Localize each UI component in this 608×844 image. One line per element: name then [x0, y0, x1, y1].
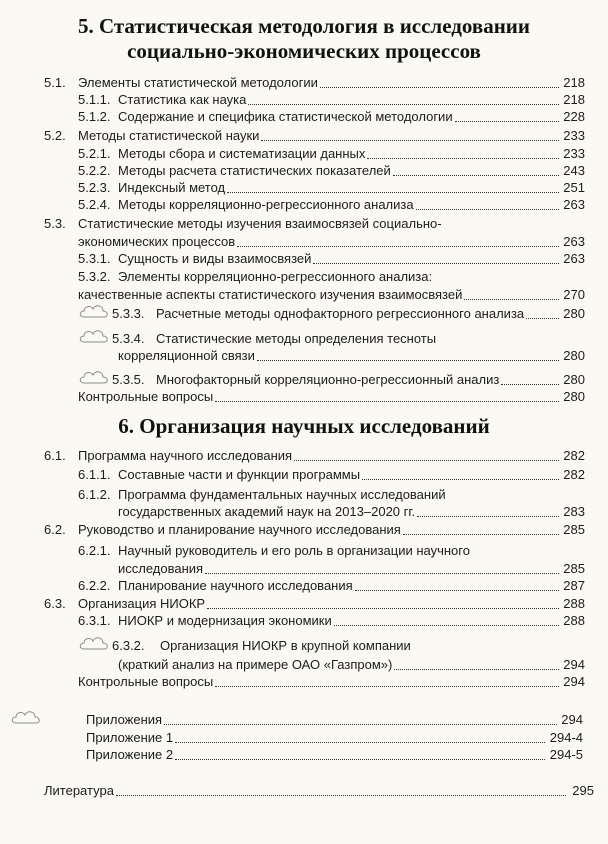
- toc-row[interactable]: [0, 305, 585, 322]
- cloud-icon: [78, 327, 110, 345]
- toc-number: 5.3.4.: [112, 331, 145, 346]
- toc-row[interactable]: [0, 521, 585, 538]
- cloud-icon: [78, 368, 110, 386]
- toc-page-number: 263: [563, 234, 585, 249]
- toc-leader: [355, 573, 559, 591]
- toc-number: 6.3.1.: [78, 613, 111, 628]
- toc-title: Методы корреляционно-регрессионного анализа: [118, 197, 414, 212]
- toc-title: Статистические методы определения тесноты: [156, 331, 437, 346]
- toc-leader: [116, 778, 566, 796]
- toc-number: 5.3.5.: [112, 372, 145, 387]
- toc-row[interactable]: [0, 673, 585, 690]
- toc-leader: [417, 499, 559, 517]
- toc-title: корреляционной связи: [118, 348, 255, 363]
- toc-page-number: 294: [563, 674, 585, 689]
- toc-number: 5.1.1.: [78, 92, 111, 107]
- toc-title: (краткий анализ на примере ОАО «Газпром»): [118, 657, 393, 672]
- toc-leader: [526, 301, 559, 319]
- toc-title: Методы сбора и систематизации данных: [118, 146, 366, 161]
- toc-leader: [313, 246, 559, 264]
- toc-leader: [215, 384, 559, 402]
- toc-leader: [362, 462, 559, 480]
- toc-leader: [403, 517, 559, 535]
- toc-leader: [175, 742, 545, 760]
- toc-title: Приложение 2: [86, 747, 174, 762]
- toc-leader: [320, 70, 559, 88]
- toc-page-number: 280: [563, 389, 585, 404]
- chapter5-heading-line1: 5. Статистическая методология в исследовании: [77, 14, 531, 38]
- toc-leader: [261, 123, 559, 141]
- toc-leader: [227, 175, 559, 193]
- toc-row[interactable]: [0, 286, 585, 303]
- toc-title: Организация НИОКР: [78, 596, 206, 611]
- toc-page-number: 243: [563, 163, 585, 178]
- toc-leader: [367, 141, 559, 159]
- toc-row[interactable]: [0, 196, 585, 213]
- toc-page-number: 228: [563, 109, 585, 124]
- cloud-icon: [10, 708, 42, 726]
- chapter5-heading-line2: социально-экономических процессов: [127, 39, 481, 63]
- toc-page-number: 282: [563, 448, 585, 463]
- toc-title: Элементы корреляционно-регрессионного анализа:: [118, 269, 433, 284]
- toc-number: 5.2.3.: [78, 180, 111, 195]
- toc-title: Многофакторный корреляционно-регрессионный анализ: [156, 372, 500, 387]
- toc-number: 6.3.2.: [112, 638, 145, 653]
- toc-leader: [257, 343, 559, 361]
- toc-page-number: 285: [563, 561, 585, 576]
- toc-number: 5.3.3.: [112, 306, 145, 321]
- toc-number: 5.2.2.: [78, 163, 111, 178]
- toc-title: Программа научного исследования: [78, 448, 293, 463]
- toc-title: Приложения: [86, 712, 163, 727]
- toc-title: Литература: [44, 783, 114, 798]
- toc-number: 5.1.2.: [78, 109, 111, 124]
- toc-page-number: 282: [563, 467, 585, 482]
- toc-title: исследования: [118, 561, 204, 576]
- toc-row[interactable]: [0, 466, 585, 483]
- toc-number: 5.3.1.: [78, 251, 111, 266]
- toc-row[interactable]: [0, 347, 585, 364]
- toc-page-number: 294: [561, 712, 583, 727]
- toc-leader: [215, 669, 559, 687]
- toc-page-number: 280: [563, 348, 585, 363]
- toc-title: Методы статистической науки: [78, 128, 260, 143]
- toc-number: 5.2.1.: [78, 146, 111, 161]
- toc-number: 5.1.: [44, 75, 66, 90]
- toc-title: Элементы статистической методологии: [78, 75, 318, 90]
- toc-title: Сущность и виды взаимосвязей: [118, 251, 312, 266]
- toc-number: 5.3.: [44, 216, 66, 231]
- cloud-icon: [78, 634, 110, 652]
- toc-page-number: 283: [563, 504, 585, 519]
- toc-title: экономических процессов: [78, 234, 236, 249]
- toc-page-number: 263: [563, 251, 585, 266]
- toc-leader: [207, 591, 559, 609]
- toc-leader: [175, 725, 545, 743]
- toc-row-literature[interactable]: [44, 782, 594, 799]
- toc-number: 6.1.1.: [78, 467, 111, 482]
- toc-title: НИОКР и модернизация экономики: [118, 613, 332, 628]
- toc-row[interactable]: [0, 746, 583, 763]
- toc-row[interactable]: [0, 612, 585, 629]
- toc-title: Статистические методы изучения взаимосвязей социально-: [78, 216, 442, 231]
- cloud-icon: [78, 302, 110, 320]
- toc-number: 6.1.: [44, 448, 66, 463]
- toc-title: качественные аспекты статистического изучения взаимосвязей: [78, 287, 463, 302]
- toc-page-number: 233: [563, 146, 585, 161]
- toc-leader: [393, 158, 559, 176]
- chapter6-heading: 6. Организация научных исследований: [118, 414, 490, 438]
- toc-title: Планирование научного исследования: [118, 578, 353, 593]
- toc-page-number: 294-4: [549, 730, 583, 745]
- toc-page-number: 280: [563, 372, 585, 387]
- toc-title: Статистика как наука: [118, 92, 247, 107]
- toc-title: Индексный метод: [118, 180, 226, 195]
- toc-leader: [416, 192, 559, 210]
- toc-leader: [164, 707, 557, 725]
- toc-title: Руководство и планирование научного исследования: [78, 522, 401, 537]
- toc-page-number: 233: [563, 128, 585, 143]
- toc-title: Программа фундаментальных научных исследований: [118, 487, 446, 502]
- toc-leader: [501, 367, 559, 385]
- toc-leader: [205, 556, 559, 574]
- toc-title: Организация НИОКР в крупной компании: [160, 638, 411, 653]
- toc-title: государственных академий наук на 2013–2020 гг.: [118, 504, 416, 519]
- toc-page-number: 287: [563, 578, 585, 593]
- toc-title: Контрольные вопросы: [78, 674, 214, 689]
- toc-page-number: 218: [563, 92, 585, 107]
- toc-number: 6.3.: [44, 596, 66, 611]
- toc-number: 5.3.2.: [78, 269, 111, 284]
- toc-row[interactable]: [0, 388, 585, 405]
- toc-title: Контрольные вопросы: [78, 389, 214, 404]
- toc-page-number: 280: [563, 306, 585, 321]
- toc-leader: [464, 282, 559, 300]
- toc-page-number: 295: [572, 783, 594, 798]
- toc-title: Методы расчета статистических показателей: [118, 163, 391, 178]
- toc-page-number: 294-5: [549, 747, 583, 762]
- toc-page-number: 251: [563, 180, 585, 195]
- toc-leader: [294, 443, 559, 461]
- toc-leader: [334, 608, 559, 626]
- toc-number: 6.1.2.: [78, 487, 111, 502]
- toc-title: Составные части и функции программы: [118, 467, 361, 482]
- toc-number: 5.2.4.: [78, 197, 111, 212]
- toc-page-number: 270: [563, 287, 585, 302]
- toc-page-number: 285: [563, 522, 585, 537]
- toc-title: Содержание и специфика статистической методологии: [118, 109, 453, 124]
- toc-page-number: 218: [563, 75, 585, 90]
- toc-number: 6.2.1.: [78, 543, 111, 558]
- toc-title: Расчетные методы однофакторного регрессионного анализа: [156, 306, 525, 321]
- toc-number: 6.2.2.: [78, 578, 111, 593]
- toc-leader: [394, 652, 559, 670]
- toc-page-number: 294: [563, 657, 585, 672]
- toc-page-number: 288: [563, 596, 585, 611]
- toc-number: 6.2.: [44, 522, 66, 537]
- toc-leader: [455, 104, 559, 122]
- toc-leader: [248, 87, 559, 105]
- toc-page-number: 263: [563, 197, 585, 212]
- toc-page-number: 288: [563, 613, 585, 628]
- toc-row[interactable]: [0, 250, 585, 267]
- toc-leader: [237, 229, 559, 247]
- toc-number: 5.2.: [44, 128, 66, 143]
- toc-title: Приложение 1: [86, 730, 174, 745]
- toc-title: Научный руководитель и его роль в организации научного: [118, 543, 470, 558]
